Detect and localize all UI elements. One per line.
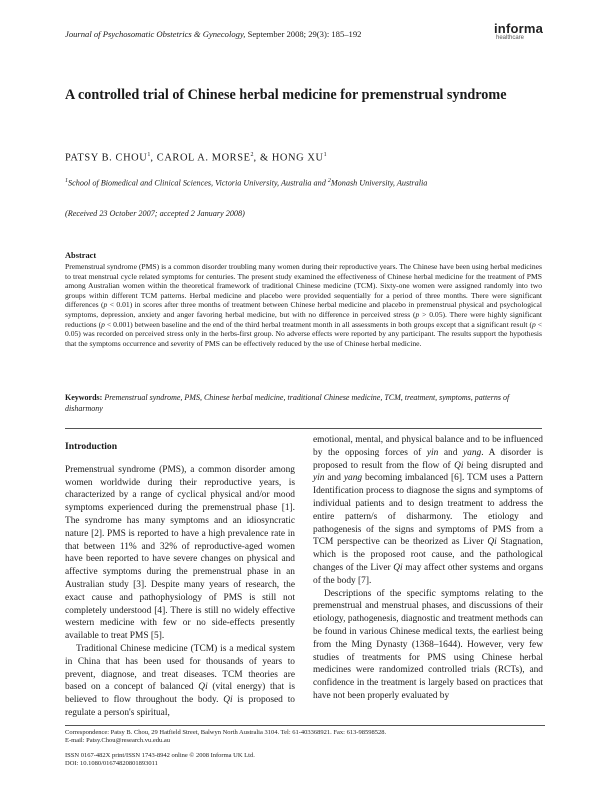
- body-text: (vital energy) that is believed to flow throughout the body.: [65, 682, 295, 706]
- body-text: Stagnation, which is the proposed root cause, and the pathological changes of the Liver: [313, 537, 543, 573]
- affiliations: [65, 178, 427, 188]
- term-yin: yin: [313, 473, 325, 484]
- body-column-left: [65, 441, 295, 720]
- author-1: PATSY B. CHOU: [65, 152, 148, 164]
- body-text: emotional, mental, and physical balance and to be influenced by the opposing forces of: [313, 435, 543, 458]
- term-qi: Qi: [393, 562, 403, 573]
- keywords-label: Keywords:: [65, 393, 103, 402]
- journal-issue: September 2008; 29(3): 185–192: [245, 29, 362, 39]
- abstract-pvalue-symbol: p: [415, 309, 420, 319]
- correspondence-email: E-mail: Patsy.Chou@research.vu.edu.au: [65, 737, 171, 744]
- body-paragraph: [313, 434, 543, 588]
- body-text: and: [324, 473, 344, 484]
- author-list: [65, 152, 327, 163]
- abstract-text-2: < 0.01) in scores after three months of treatment between Chinese herbal medicine and placebo in premenstrual physical and psychological symptoms, depression, anxiety and anger favoring herbal medicine, but with no difference in perceived stress (: [65, 300, 542, 319]
- article-title: A controlled trial of Chinese herbal medicine for premenstrual syndrome: [65, 87, 507, 103]
- abstract-text-4: < 0.001) between baseline and the end of the third herbal treatment month in all assessments in both groups except that a significant result (: [104, 319, 532, 329]
- term-qi: Qi: [487, 537, 497, 548]
- abstract-pvalue-symbol: p: [103, 300, 108, 310]
- journal-citation: [65, 29, 361, 39]
- term-qi: Qi: [454, 460, 464, 471]
- author-2-affil: 2: [250, 152, 254, 158]
- body-paragraph: [65, 643, 295, 720]
- body-text: becoming imbalanced [6]. TCM uses a Pattern Identification process to diagnose the signs and symptoms of individual patients and to design treatment to address the entire pattern/s of disharmony. The etiology and pathogenesis of the signs and symptoms of PMS from a TCM perspective can be theorized as Liver: [313, 473, 543, 548]
- abstract-heading: Abstract: [65, 251, 97, 260]
- correspondence-line: Correspondence: Patsy B. Chou, 29 Hatfield Street, Balwyn North Australia 3104. Tel: 61-403368921. Fax: 613-98598528.: [65, 729, 387, 736]
- publisher-logo: [494, 22, 552, 42]
- affil-2-text: Monash University, Australia: [330, 178, 428, 188]
- issn-line: ISSN 0167-482X print/ISSN 1743-8942 online © 2008 Informa UK Ltd.: [65, 752, 255, 759]
- abstract-pvalue-symbol: p: [101, 319, 105, 329]
- author-1-affil: 1: [147, 152, 151, 158]
- body-text: may affect other systems and organs of the body [7].: [313, 562, 543, 586]
- body-text: Traditional Chinese medicine (TCM) is a medical system in China that has been used for thousands of years to prevent, diagnose, and treat diseases. TCM theories are based on a concept of balanced: [65, 643, 295, 693]
- abstract-text-3: > 0.05). There were highly significant reductions (: [65, 309, 542, 329]
- keywords-list: Premenstrual syndrome, PMS, Chinese herbal medicine, traditional Chinese medicine, TCM, treatment, symptoms, patterns of disharmony: [65, 393, 510, 413]
- author-2: , CAROL A. MORSE: [150, 152, 251, 164]
- body-text: being disrupted and: [463, 460, 543, 471]
- keywords: [65, 392, 542, 414]
- publisher-logo-sub: healthcare: [496, 35, 525, 41]
- author-3-affil: 1: [323, 152, 327, 158]
- body-paragraph: Premenstrual syndrome (PMS), a common disorder among women worldwide during their reproductive years, is characterized by a range of cyclical physical and/or mood symptoms experienced during the premenstrual phase [1]. The syndrome has many symptoms and an idiosyncratic nature [2]. PMS is reported to have a high prevalence rate in that between 11% and 32% of reproductive-aged women have been reported to have severe changes on physical and affective symptoms during the premenstrual phase in an Australian study [3]. Despite many years of research, the exact cause and pathophysiology of PMS is still not completely understood [4]. There is still no widely effective western medicine with few or no side-effects presently available to treat PMS [5].: [65, 464, 295, 642]
- received-dates: (Received 23 October 2007; accepted 2 January 2008): [65, 209, 245, 218]
- abstract-pvalue-symbol: p: [531, 319, 536, 329]
- publisher-logo-name: informa: [494, 21, 544, 36]
- doi-line: DOI: 10.1080/01674820801893011: [65, 760, 158, 767]
- abstract-divider: [65, 428, 542, 429]
- abstract-text-5: < 0.05) was recorded on perceived stress only in the herbs-first group. No adverse effects were reported by any participant. The results support the hypothesis that the symptoms occurrence and severity of PMS can be effectively reduced by the use of Chinese herbal medicine.: [65, 319, 543, 348]
- body-column-right: [313, 434, 543, 703]
- term-yin: yin: [426, 447, 439, 458]
- body-text: and: [438, 447, 463, 458]
- affil-2-mark: 2: [327, 178, 331, 184]
- abstract-text-1: Premenstrual syndrome (PMS) is a common disorder troubling many women during their reproductive years. The Chinese have been using herbal medicines to treat menstrual cycle related symptoms for centuries. The present study examined the effectiveness of Chinese herbal medicine for the treatment of PMS among Australian women within the theoretical framework of traditional Chinese medicine (TCM). Sixty-one women were assigned randomly into two groups within different TCM patterns. Herbal medicine and placebo were provided sequentially for a period of three months. There were significant differences (: [65, 262, 542, 310]
- body-text: is proposed to regulate a person's spiritual,: [65, 695, 295, 718]
- journal-name: Journal of Psychosomatic Obstetrics & Gynecology,: [65, 29, 246, 39]
- affil-1-mark: 1: [65, 178, 68, 184]
- term-qi: Qi: [223, 695, 233, 706]
- body-text: . A disorder is proposed to result from the flow of: [313, 447, 543, 471]
- footer-divider: [65, 725, 545, 726]
- section-heading-introduction: Introduction: [65, 441, 118, 452]
- abstract-body: [65, 262, 542, 348]
- body-paragraph: Descriptions of the specific symptoms relating to the premenstrual and menstrual phases, and discussions of their etiology, pathogenesis, diagnostic and treatment methods can be found in various Chinese medical texts, the earliest being from the Ming Dynasty (1368–1644). However, very few studies of treatments for PMS using Chinese herbal medicines were randomized controlled trials (RCTs), and confidence in the treatment is largely based on practices that have not been properly evaluated by: [313, 588, 543, 701]
- term-yang: yang: [343, 473, 363, 484]
- affil-1-text: School of Biomedical and Clinical Sciences, Victoria University, Australia and: [68, 178, 328, 188]
- term-yang: yang: [462, 447, 482, 458]
- author-3: , & HONG XU: [253, 152, 324, 164]
- term-qi: Qi: [198, 682, 208, 693]
